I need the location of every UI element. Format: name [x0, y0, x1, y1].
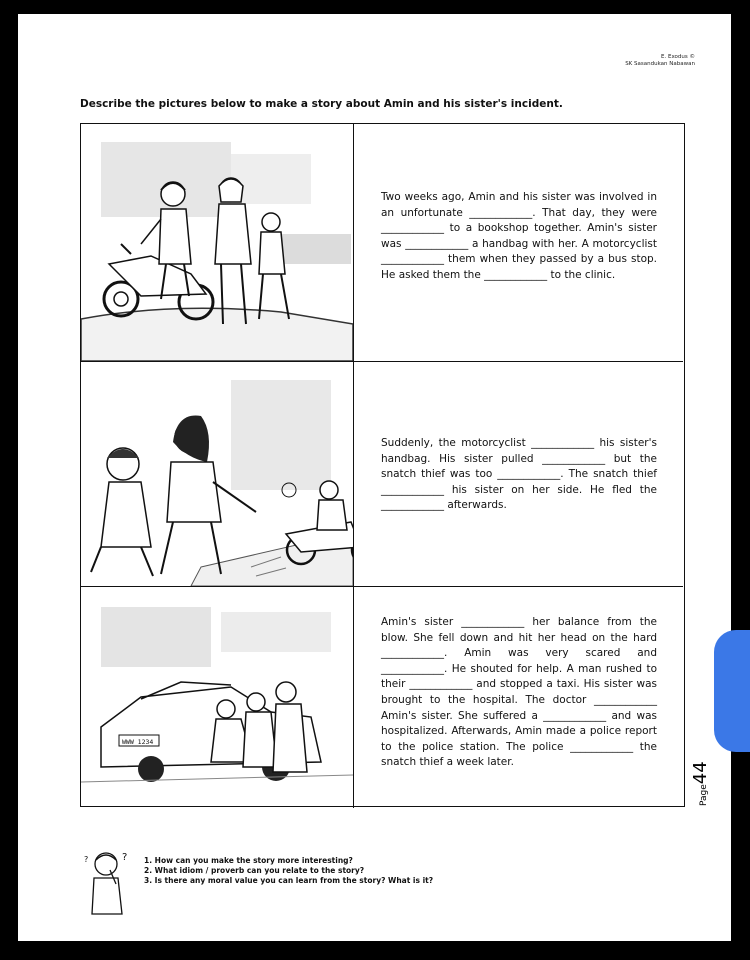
- credit-author: E. Exodus ©: [661, 54, 695, 60]
- question-1: 1. How can you make the story more interesting?: [144, 856, 353, 865]
- reflection-questions: [144, 856, 433, 886]
- story-grid: [80, 123, 685, 807]
- picture-motorcyclist-meets-siblings: [81, 124, 354, 361]
- instruction-heading: Describe the pictures below to make a story about Amin and his sister's incident.: [80, 98, 563, 110]
- taxi-plate: WWW 1234: [122, 738, 154, 746]
- svg-text:?: ?: [122, 852, 128, 863]
- story-text-1: Two weeks ago, Amin and his sister was involved in an unfortunate ____________. That day, they were ____________ to a bookshop together. Amin's sister was ____________ a handbag with her. A motorcyclist ____________ them when they passed by a bus stop. He asked them the ____________ to the clinic.: [381, 191, 657, 281]
- blue-side-tab: [714, 630, 750, 752]
- picture-taxi-rescue: [81, 587, 354, 808]
- svg-text:?: ?: [84, 855, 89, 864]
- credit-block: [625, 54, 695, 68]
- story-row-2: [81, 361, 683, 586]
- story-text-2: Suddenly, the motorcyclist ____________ his sister's handbag. His sister pulled ____________ but the snatch thief was too ____________. The snatch thief ____________ his sister on her side. He fled the ____________ afterwards.: [381, 437, 657, 512]
- picture-handbag-snatch: [81, 362, 354, 586]
- question-2: 2. What idiom / proverb can you relate to the story?: [144, 866, 365, 875]
- story-row-1: [81, 124, 683, 361]
- illustration-3: [81, 587, 353, 807]
- credit-school: SK Sasandukan Nabawan: [625, 61, 695, 67]
- illustration-2: [81, 362, 353, 586]
- worksheet-page: [18, 14, 731, 941]
- illustration-1: [81, 124, 353, 361]
- thinking-boy-icon: [76, 844, 138, 922]
- page-number: [690, 746, 711, 806]
- page-word: Page: [699, 784, 709, 806]
- story-text-3: Amin's sister ____________ her balance from the blow. She fell down and hit her head on the hard ____________. Amin was very scared and ____________. He shouted for help. A man rushed to their ____________ and stopped a taxi. His sister was brought to the hospital. The doctor ____________ Amin's sister. She suffered a ____________ and was hospitalized. Afterwards, Amin made a police report to the police station. The police ____________ the snatch thief a week later.: [381, 616, 657, 769]
- question-3: 3. Is there any moral value you can learn from the story? What is it?: [144, 876, 434, 885]
- page-num: 44: [690, 761, 711, 785]
- story-row-3: [81, 586, 683, 808]
